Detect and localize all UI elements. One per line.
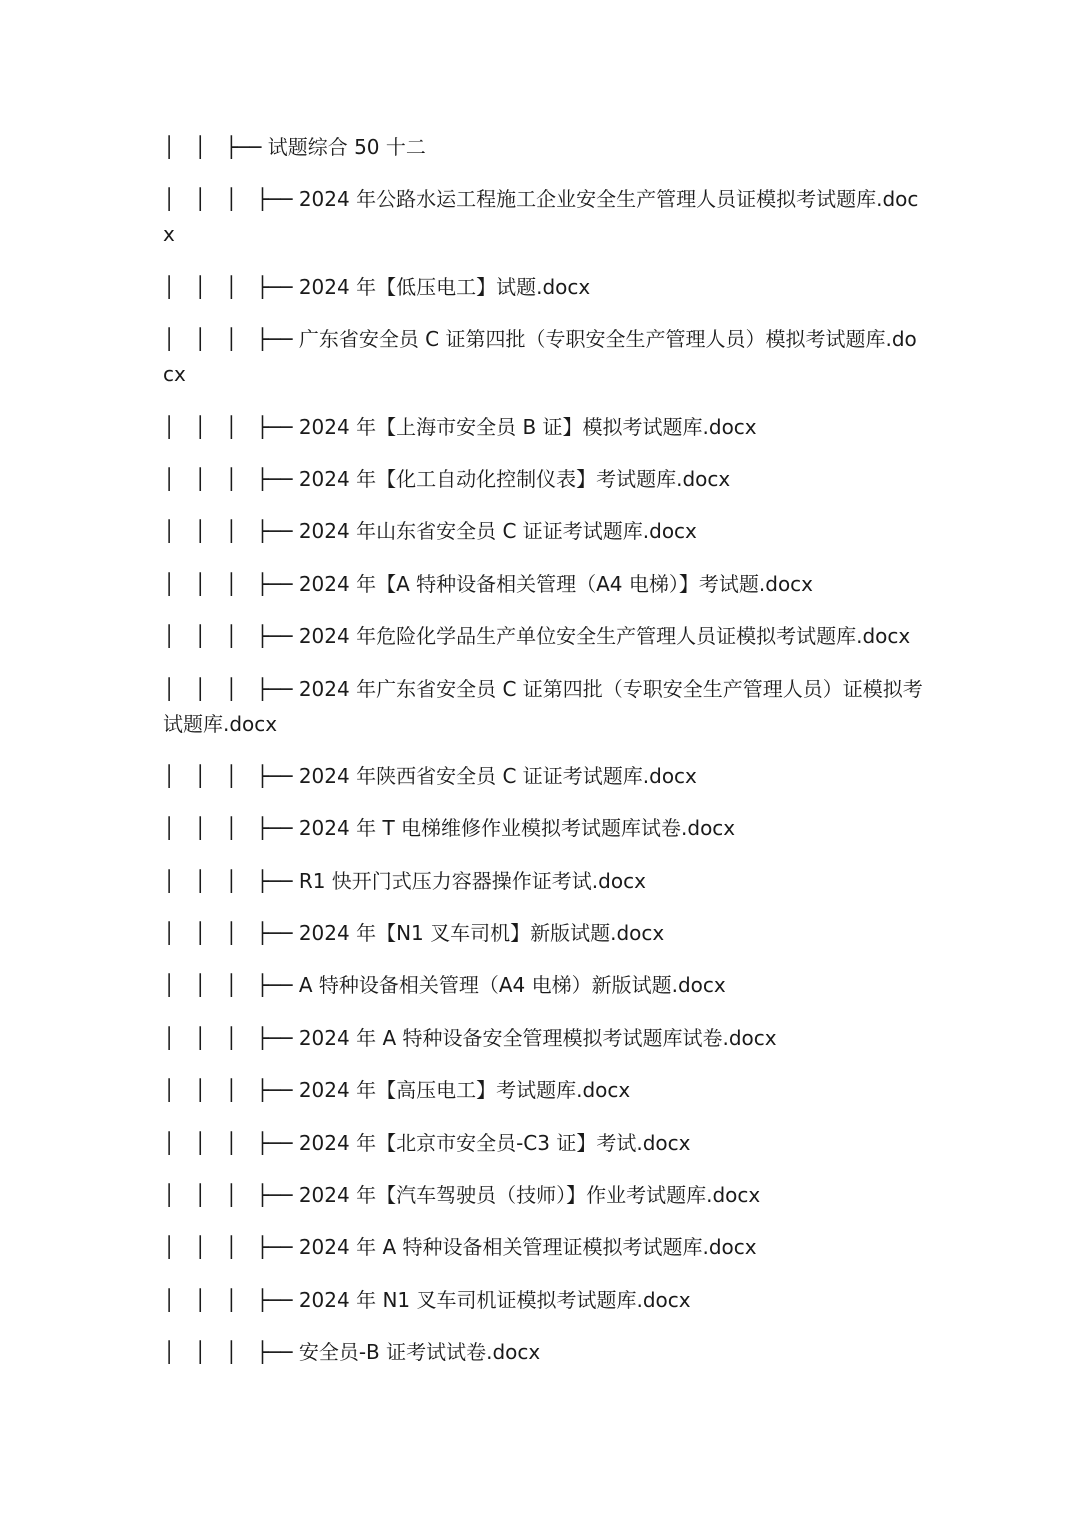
- file-line: [163, 811, 923, 846]
- tree-prefix: │ │ │ ├──: [163, 676, 299, 701]
- tree-prefix: │ │ │ ├──: [163, 519, 299, 544]
- tree-prefix: │ │ │ ├──: [163, 327, 299, 352]
- file-line: [163, 864, 923, 899]
- file-name: 2024 年【N1 叉车司机】新版试题.docx: [298, 921, 665, 946]
- file-line: [163, 182, 923, 252]
- file-line: [163, 916, 923, 951]
- folder-name: 试题综合 50 十二: [267, 135, 426, 159]
- tree-prefix: │ │ │ ├──: [163, 571, 299, 596]
- file-name: 2024 年公路水运工程施工企业安全生产管理人员证模拟考试题库.docx: [163, 187, 919, 247]
- file-name: 2024 年【高压电工】考试题库.docx: [298, 1078, 631, 1103]
- tree-prefix: │ │ │ ├──: [163, 1183, 299, 1208]
- file-name: 2024 年【化工自动化控制仪表】考试题库.docx: [298, 466, 731, 491]
- tree-prefix: │ │ │ ├──: [163, 1340, 299, 1365]
- file-line: [163, 514, 923, 549]
- file-name: 2024 年 A 特种设备安全管理模拟考试题库试卷.docx: [298, 1025, 777, 1050]
- tree-prefix: │ │ │ ├──: [163, 274, 299, 299]
- file-line: [163, 567, 923, 602]
- file-line: [163, 1283, 923, 1318]
- tree-prefix: │ │ │ ├──: [163, 763, 299, 788]
- file-line: [163, 968, 923, 1003]
- tree-prefix: │ │ ├──: [163, 135, 268, 159]
- file-name: 2024 年【A 特种设备相关管理（A4 电梯）】考试题.docx: [298, 571, 814, 596]
- tree-prefix: │ │ │ ├──: [163, 187, 299, 212]
- tree-prefix: │ │ │ ├──: [163, 1078, 299, 1103]
- file-line: [163, 322, 923, 392]
- tree-prefix: │ │ │ ├──: [163, 868, 299, 893]
- file-line: [163, 410, 923, 445]
- tree-prefix: │ │ │ ├──: [163, 414, 299, 439]
- file-line: [163, 270, 923, 305]
- file-name: 2024 年【汽车驾驶员（技师）】作业考试题库.docx: [298, 1183, 761, 1208]
- file-name: 2024 年 T 电梯维修作业模拟考试题库试卷.docx: [298, 816, 736, 841]
- tree-prefix: │ │ │ ├──: [163, 1235, 299, 1260]
- tree-prefix: │ │ │ ├──: [163, 624, 299, 649]
- file-name: 2024 年陕西省安全员 C 证证考试题库.docx: [298, 763, 697, 788]
- tree-prefix: │ │ │ ├──: [163, 466, 299, 491]
- file-line: [163, 462, 923, 497]
- tree-prefix: │ │ │ ├──: [163, 1025, 299, 1050]
- file-name: 安全员-B 证考试试卷.docx: [298, 1340, 541, 1365]
- file-line: [163, 1126, 923, 1161]
- tree-prefix: │ │ │ ├──: [163, 921, 299, 946]
- file-line: [163, 1335, 923, 1370]
- file-name: 2024 年【北京市安全员-C3 证】考试.docx: [298, 1130, 691, 1155]
- file-line: [163, 1021, 923, 1056]
- file-name: 广东省安全员 C 证第四批（专职安全生产管理人员）模拟考试题库.docx: [163, 327, 917, 387]
- file-name: A 特种设备相关管理（A4 电梯）新版试题.docx: [298, 973, 726, 998]
- file-name: 2024 年 N1 叉车司机证模拟考试题库.docx: [298, 1287, 691, 1312]
- file-tree: [163, 130, 923, 1388]
- file-name: R1 快开门式压力容器操作证考试.docx: [298, 868, 646, 893]
- file-line: [163, 1073, 923, 1108]
- file-line: [163, 672, 923, 742]
- file-line: [163, 619, 923, 654]
- tree-prefix: │ │ │ ├──: [163, 1287, 299, 1312]
- file-name: 2024 年【上海市安全员 B 证】模拟考试题库.docx: [298, 414, 757, 439]
- tree-prefix: │ │ │ ├──: [163, 973, 299, 998]
- file-line: [163, 759, 923, 794]
- file-line: [163, 1178, 923, 1213]
- tree-prefix: │ │ │ ├──: [163, 1130, 299, 1155]
- tree-prefix: │ │ │ ├──: [163, 816, 299, 841]
- folder-line: [163, 130, 923, 165]
- file-name: 2024 年危险化学品生产单位安全生产管理人员证模拟考试题库.docx: [298, 624, 911, 649]
- file-name: 2024 年山东省安全员 C 证证考试题库.docx: [298, 519, 697, 544]
- file-name: 2024 年广东省安全员 C 证第四批（专职安全生产管理人员）证模拟考试题库.docx: [163, 676, 923, 736]
- file-name: 2024 年【低压电工】试题.docx: [298, 274, 591, 299]
- file-name: 2024 年 A 特种设备相关管理证模拟考试题库.docx: [298, 1235, 757, 1260]
- file-line: [163, 1230, 923, 1265]
